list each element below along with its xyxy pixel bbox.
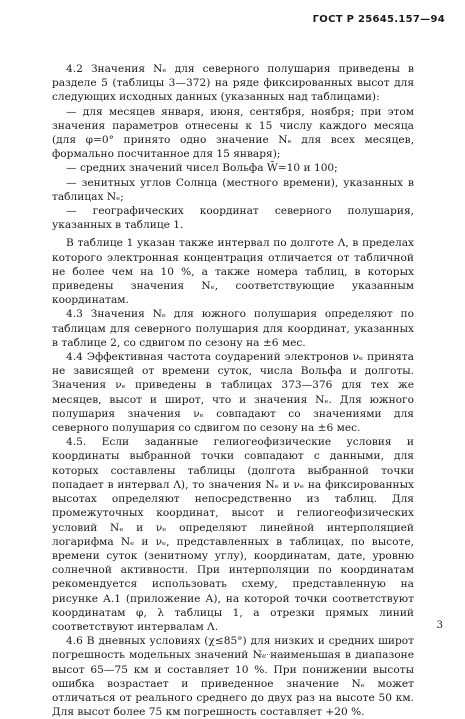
paragraph-4-3: 4.3 Значения Nₑ для южного полушария определяют по таблицам для северного полушария для координат, указанных в таблице 2, со сдвигом по сезону на ±6 мес. [52, 308, 414, 349]
list-item-zenith: — зенитных углов Солнца (местного времени), указанных в таблицах Nₑ; [52, 176, 414, 203]
paragraph-table1: В таблице 1 указан также интервал по долготе Λ, в пределах которого электронная концентрация отличается от табличной не более чем на 10 %, а также номера таблиц, в которых приведены значения Nₑ, соответствующие указанным координатам. [52, 237, 414, 307]
paragraph-4-5: 4.5. Если заданные гелиогеофизические условия и координаты выбранной точки совпадают с данными, для которых составлены таблицы (долгота выбранной точки попадает в интервал Λ), то значения Nₑ и νₑ на фиксированных высотах определяют непосредственно из таблиц. Для промежуточных координат, высот и гелиогеофизических условий Nₑ и νₑ определяют линейной интерполяцией логарифма Nₑ и νₑ, представленных в таблицах, по высоте, времени суток (зенитному углу), координатам, дате, уровню солнечной активности. При интерполяции по координатам рекомендуется использовать схему, представленную на рисунке А.1 (приложение А), на которой точки соответствуют координатам φ, λ таблицы 1, а отрезки прямых линий соответствуют интервалам Λ. [52, 436, 414, 633]
document-header: ГОСТ Р 25645.157—94 [312, 14, 445, 25]
paragraph-4-6: 4.6 В дневных условиях (χ≤85°) для низких и средних широт погрешность модельных значений Nₑ наименьшая в диапазоне высот 65—75 км и составляет 10 %. При понижении высоты ошибка возрастает и приведенное значение Nₑ может отличаться от реального среднего до двух раз на высоте 50 км. Для высот более 75 км погрешность составляет +20 %. [52, 635, 414, 719]
list-item-months: — для месяцев января, июня, сентября, ноября; при этом значения параметров отнесены к 15 числу каждого месяца (для φ=0° принято одно значение Nₑ для всех месяцев, формально посчитанное для 15 января); [52, 105, 414, 161]
paragraph-4-4: 4.4 Эффективная частота соударений электронов νₑ принята не зависящей от времени суток, числа Вольфа и долготы. Значения νₑ приведены в таблицах 373—376 для тех же месяцев, высот и широт, что и значения Nₑ. Для южного полушария значения νₑ совпадают со значениями для северного полушария со сдвигом по сезону на ±6 мес. [52, 351, 414, 435]
document-body [52, 62, 414, 719]
list-item-coordinates: — географических координат северного полушария, указанных в таблице 1. [52, 205, 414, 232]
page-number: 3 [436, 620, 443, 631]
paragraph-4-2: 4.2 Значения Nₑ для северного полушария приведены в разделе 5 (таблицы 3—372) на ряде фиксированных высот для следующих исходных данных (указанных над таблицами): [52, 63, 414, 104]
list-item-wolf: — средних значений чисел Вольфа W̄=10 и 100; [66, 162, 338, 175]
footer-divider [258, 654, 294, 656]
